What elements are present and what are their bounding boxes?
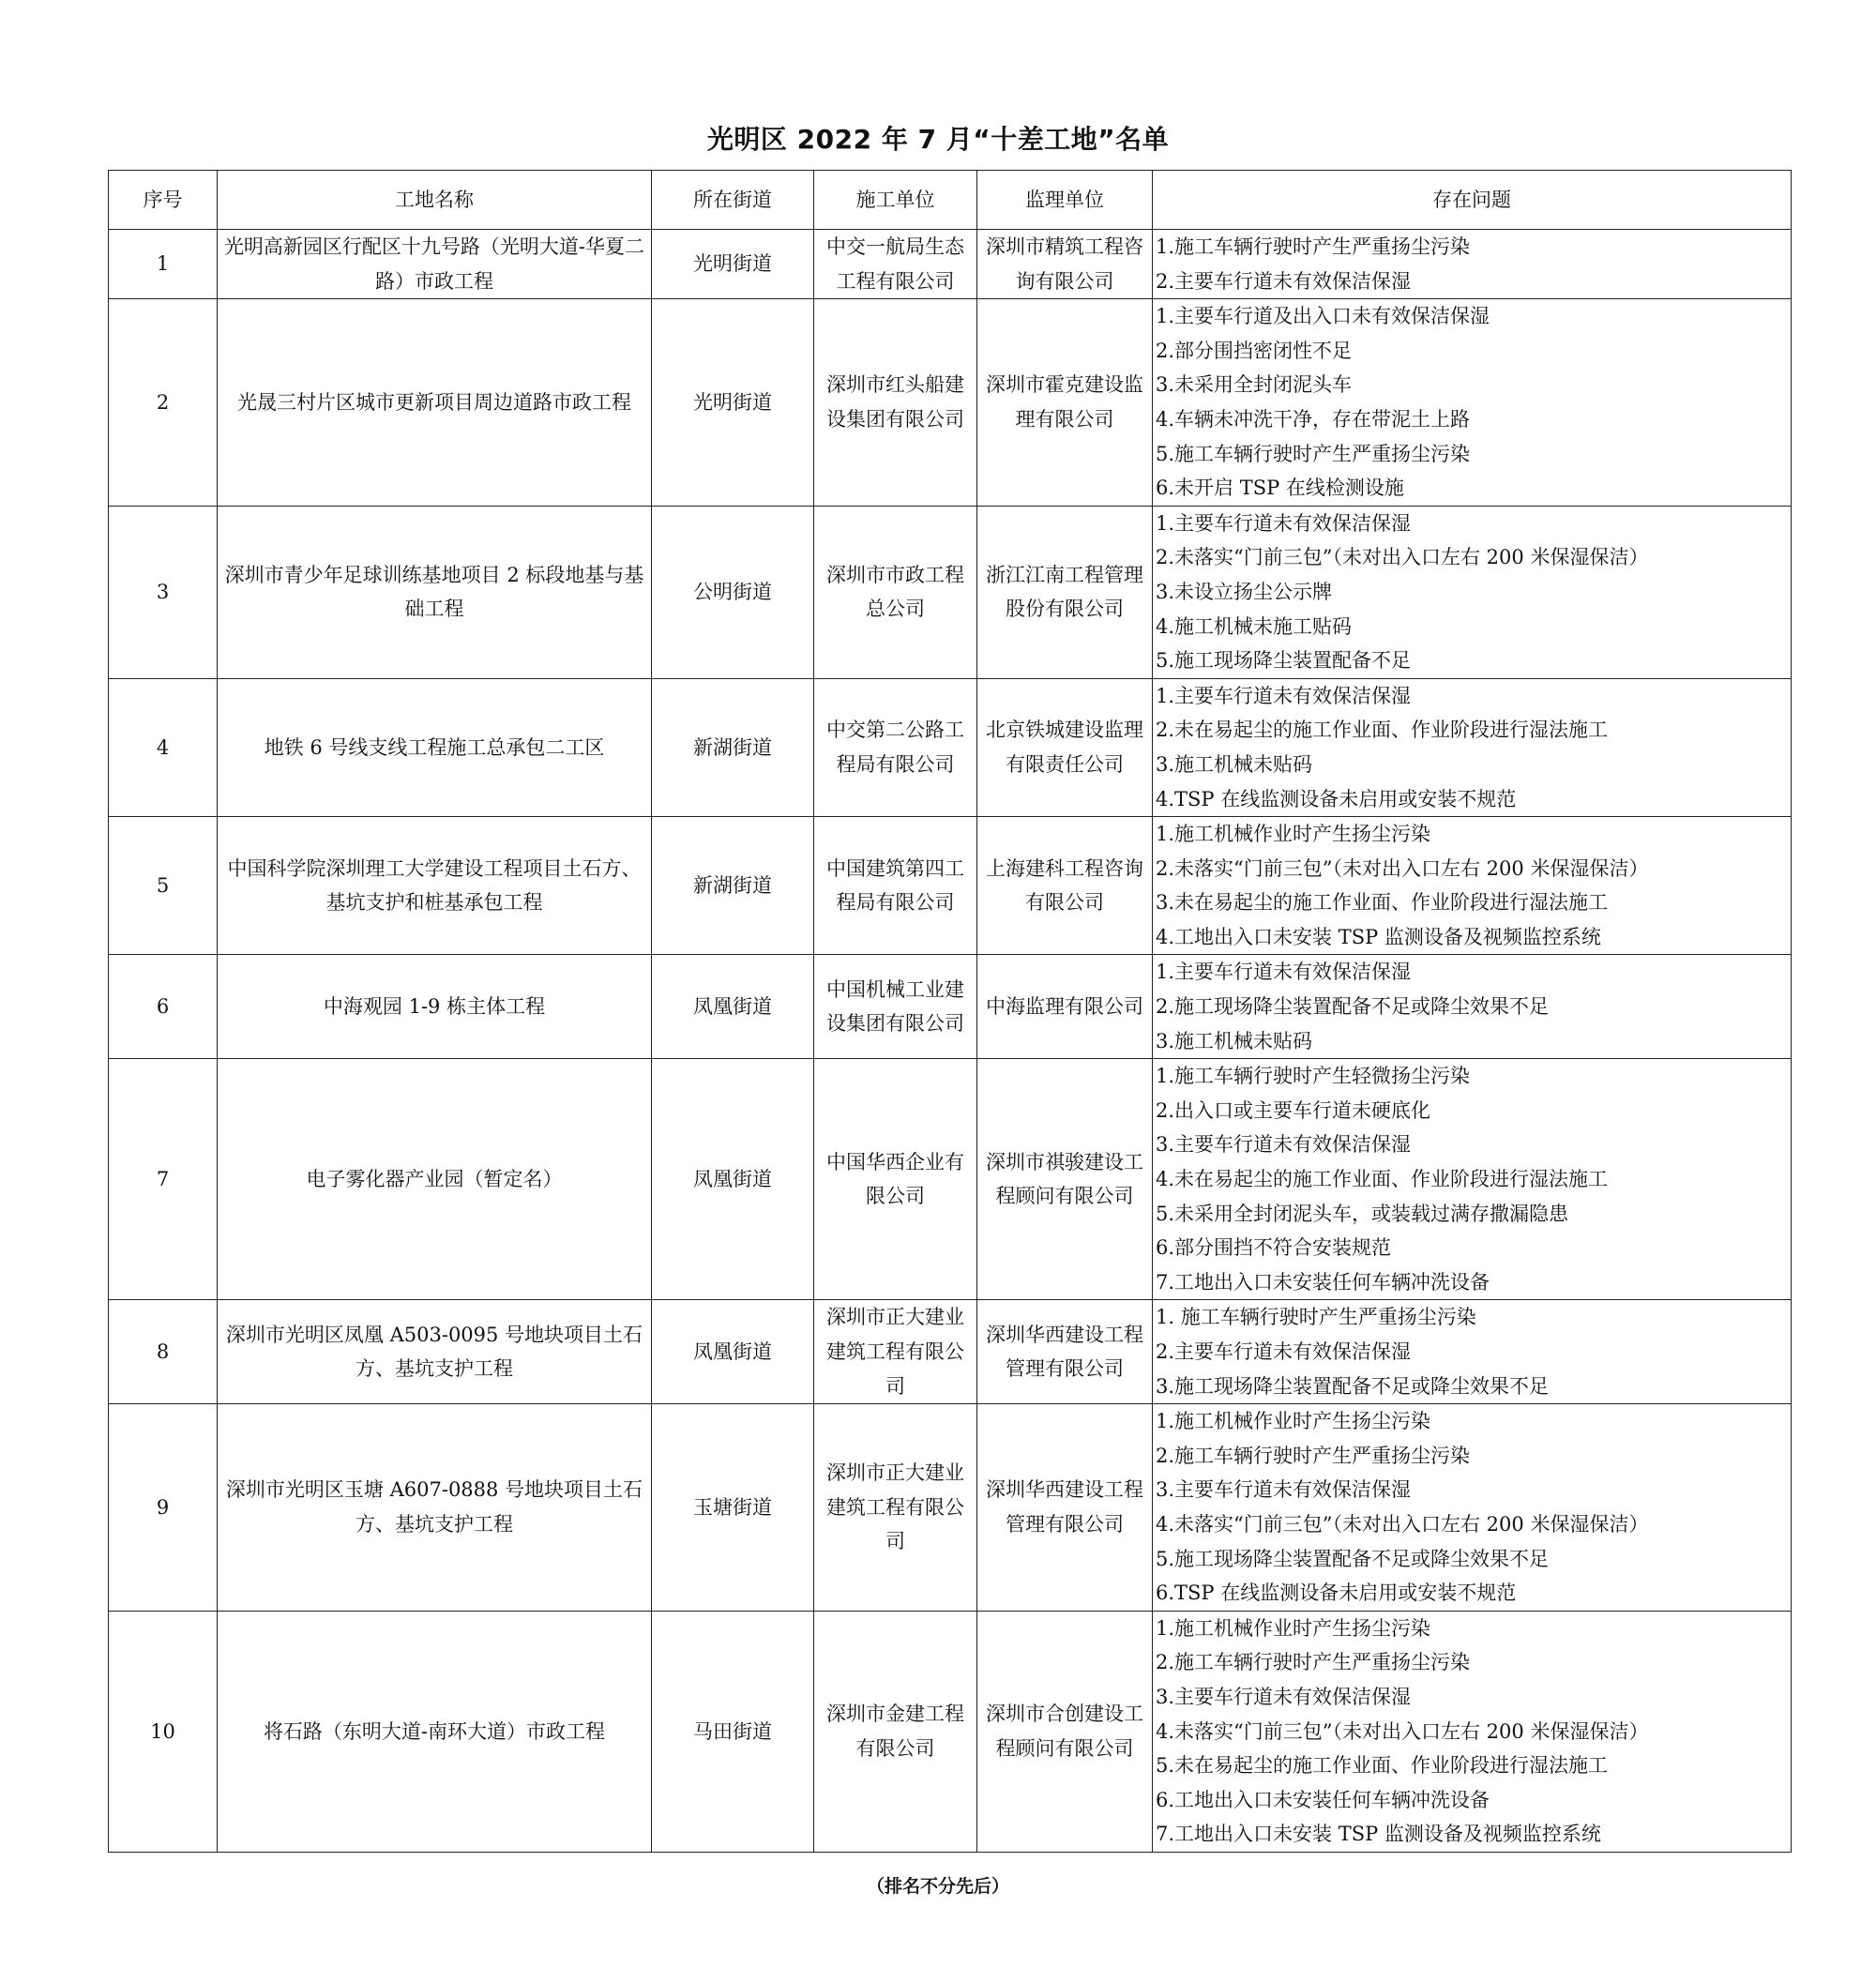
table-row — [109, 955, 1792, 1059]
issue-item: 1.主要车行道未有效保洁保湿 — [1156, 961, 1412, 984]
supervisor-name: 深圳市合创建设工程顾问有限公司 — [977, 1611, 1153, 1852]
issues-cell — [1153, 299, 1792, 507]
issue-item: 1. 施工车辆行驶时产生严重扬尘污染 — [1156, 1306, 1476, 1329]
supervisor-name: 北京铁城建设监理有限责任公司 — [977, 678, 1153, 816]
supervisor-name: 深圳华西建设工程管理有限公司 — [977, 1404, 1153, 1612]
footer-note: （排名不分先后） — [866, 1876, 1009, 1897]
issues-cell — [1153, 678, 1792, 816]
issues-cell — [1153, 1059, 1792, 1300]
issue-item: 6.部分围挡不符合安装规范 — [1156, 1236, 1392, 1260]
site-name: 深圳市光明区凤凰 A503-0095 号地块项目土石方、基坑支护工程 — [218, 1300, 652, 1404]
issues-cell — [1153, 1611, 1792, 1852]
issue-item: 2.施工现场降尘装置配备不足或降尘效果不足 — [1156, 995, 1550, 1019]
table-row — [109, 1404, 1792, 1612]
issue-item: 2.未落实“门前三包”（未对出入口左右 200 米保湿保洁） — [1156, 856, 1649, 880]
site-name: 中国科学院深圳理工大学建设工程项目土石方、基坑支护和桩基承包工程 — [218, 817, 652, 955]
header-issues: 存在问题 — [1153, 171, 1792, 230]
issue-item: 3.未采用全封闭泥头车 — [1156, 373, 1353, 397]
street-name: 马田街道 — [652, 1611, 814, 1852]
issue-item: 6.未开启 TSP 在线检测设施 — [1156, 477, 1404, 500]
street-name: 凤凰街道 — [652, 1300, 814, 1404]
contractor-name: 中国机械工业建设集团有限公司 — [814, 955, 977, 1059]
street-name: 光明街道 — [652, 230, 814, 299]
row-number: 1 — [109, 230, 218, 299]
page-title: 光明区 2022 年 7 月“十差工地”名单 — [706, 124, 1170, 155]
issue-item: 1.主要车行道未有效保洁保湿 — [1156, 511, 1412, 535]
supervisor-name: 上海建科工程咨询有限公司 — [977, 817, 1153, 955]
issue-item: 7.工地出入口未安装任何车辆冲洗设备 — [1156, 1270, 1490, 1294]
supervisor-name: 深圳华西建设工程管理有限公司 — [977, 1300, 1153, 1404]
issue-item: 4.车辆未冲洗干净，存在带泥土上路 — [1156, 407, 1471, 431]
street-name: 新湖街道 — [652, 678, 814, 816]
row-number: 2 — [109, 299, 218, 507]
street-name: 公明街道 — [652, 506, 814, 678]
table-row — [109, 230, 1792, 299]
issue-item: 2.施工车辆行驶时产生严重扬尘污染 — [1156, 1444, 1471, 1467]
header-contractor: 施工单位 — [814, 171, 977, 230]
site-list-table — [108, 170, 1792, 1853]
issue-item: 3.施工现场降尘装置配备不足或降尘效果不足 — [1156, 1374, 1550, 1398]
issue-item: 4.工地出入口未安装 TSP 监测设备及视频监控系统 — [1156, 925, 1601, 948]
street-name: 凤凰街道 — [652, 1059, 814, 1300]
row-number: 10 — [109, 1611, 218, 1852]
table-body — [109, 230, 1792, 1853]
table-row — [109, 1300, 1792, 1404]
street-name: 新湖街道 — [652, 817, 814, 955]
site-name: 电子雾化器产业园（暂定名） — [218, 1059, 652, 1300]
header-site-name: 工地名称 — [218, 171, 652, 230]
issues-cell — [1153, 817, 1792, 955]
site-name: 将石路（东明大道-南环大道）市政工程 — [218, 1611, 652, 1852]
issue-item: 2.施工车辆行驶时产生严重扬尘污染 — [1156, 1651, 1471, 1674]
row-number: 4 — [109, 678, 218, 816]
issue-item: 1.施工机械作业时产生扬尘污染 — [1156, 1410, 1431, 1433]
issue-item: 4.未落实“门前三包”（未对出入口左右 200 米保湿保洁） — [1156, 1512, 1649, 1536]
issue-item: 2.部分围挡密闭性不足 — [1156, 339, 1353, 362]
supervisor-name: 深圳市精筑工程咨询有限公司 — [977, 230, 1153, 299]
issue-item: 5.施工现场降尘装置配备不足或降尘效果不足 — [1156, 1547, 1550, 1570]
table-row — [109, 678, 1792, 816]
supervisor-name: 浙江江南工程管理股份有限公司 — [977, 506, 1153, 678]
issues-cell — [1153, 1404, 1792, 1612]
supervisor-name: 深圳市祺骏建设工程顾问有限公司 — [977, 1059, 1153, 1300]
issues-cell — [1153, 955, 1792, 1059]
issues-cell — [1153, 230, 1792, 299]
contractor-name: 中交一航局生态工程有限公司 — [814, 230, 977, 299]
issues-cell — [1153, 1300, 1792, 1404]
issue-item: 5.未采用全封闭泥头车，或装载过满存撒漏隐患 — [1156, 1202, 1569, 1225]
row-number: 5 — [109, 817, 218, 955]
header-street: 所在街道 — [652, 171, 814, 230]
issue-item: 1.施工车辆行驶时产生轻微扬尘污染 — [1156, 1065, 1471, 1088]
contractor-name: 深圳市市政工程总公司 — [814, 506, 977, 678]
contractor-name: 中国华西企业有限公司 — [814, 1059, 977, 1300]
issue-item: 2.出入口或主要车行道未硬底化 — [1156, 1098, 1431, 1122]
contractor-name: 中国建筑第四工程局有限公司 — [814, 817, 977, 955]
site-name: 深圳市光明区玉塘 A607-0888 号地块项目土石方、基坑支护工程 — [218, 1404, 652, 1612]
contractor-name: 深圳市正大建业建筑工程有限公司 — [814, 1300, 977, 1404]
supervisor-name: 中海监理有限公司 — [977, 955, 1153, 1059]
issue-item: 3.未在易起尘的施工作业面、作业阶段进行湿法施工 — [1156, 891, 1609, 915]
table-row — [109, 299, 1792, 507]
issue-item: 1.主要车行道未有效保洁保湿 — [1156, 684, 1412, 707]
table-header-row — [109, 171, 1792, 230]
contractor-name: 深圳市正大建业建筑工程有限公司 — [814, 1404, 977, 1612]
issue-item: 5.施工现场降尘装置配备不足 — [1156, 649, 1412, 673]
issue-item: 3.主要车行道未有效保洁保湿 — [1156, 1133, 1412, 1157]
table-row — [109, 1059, 1792, 1300]
row-number: 8 — [109, 1300, 218, 1404]
site-name: 地铁 6 号线支线工程施工总承包二工区 — [218, 678, 652, 816]
issue-item: 3.未设立扬尘公示牌 — [1156, 580, 1333, 603]
issue-item: 2.主要车行道未有效保洁保湿 — [1156, 1340, 1412, 1363]
table-row — [109, 817, 1792, 955]
issue-item: 3.施工机械未贴码 — [1156, 1029, 1313, 1052]
issue-item: 2.未落实“门前三包”（未对出入口左右 200 米保湿保洁） — [1156, 546, 1649, 569]
issue-item: 3.主要车行道未有效保洁保湿 — [1156, 1685, 1412, 1708]
street-name: 光明街道 — [652, 299, 814, 507]
issue-item: 3.施工机械未贴码 — [1156, 752, 1313, 776]
row-number: 9 — [109, 1404, 218, 1612]
issue-item: 7.工地出入口未安装 TSP 监测设备及视频监控系统 — [1156, 1823, 1601, 1846]
issue-item: 6.TSP 在线监测设备未启用或安装不规范 — [1156, 1582, 1517, 1605]
header-no: 序号 — [109, 171, 218, 230]
site-name: 光明高新园区行配区十九号路（光明大道-华夏二路）市政工程 — [218, 230, 652, 299]
issue-item: 1.施工机械作业时产生扬尘污染 — [1156, 1616, 1431, 1640]
contractor-name: 深圳市红头船建设集团有限公司 — [814, 299, 977, 507]
street-name: 玉塘街道 — [652, 1404, 814, 1612]
site-name: 中海观园 1-9 栋主体工程 — [218, 955, 652, 1059]
supervisor-name: 深圳市霍克建设监理有限公司 — [977, 299, 1153, 507]
issue-item: 4.TSP 在线监测设备未启用或安装不规范 — [1156, 787, 1517, 810]
issue-item: 4.未落实“门前三包”（未对出入口左右 200 米保湿保洁） — [1156, 1719, 1649, 1743]
issue-item: 3.主要车行道未有效保洁保湿 — [1156, 1478, 1412, 1502]
street-name: 凤凰街道 — [652, 955, 814, 1059]
issue-item: 1.施工机械作业时产生扬尘污染 — [1156, 823, 1431, 846]
issue-item: 2.主要车行道未有效保洁保湿 — [1156, 269, 1412, 293]
issue-item: 1.施工车辆行驶时产生严重扬尘污染 — [1156, 235, 1471, 258]
header-supervisor: 监理单位 — [977, 171, 1153, 230]
issue-item: 1.主要车行道及出入口未有效保洁保湿 — [1156, 305, 1490, 328]
table-row — [109, 1611, 1792, 1852]
issue-item: 6.工地出入口未安装任何车辆冲洗设备 — [1156, 1788, 1490, 1811]
contractor-name: 中交第二公路工程局有限公司 — [814, 678, 977, 816]
issue-item: 4.未在易起尘的施工作业面、作业阶段进行湿法施工 — [1156, 1168, 1609, 1191]
row-number: 6 — [109, 955, 218, 1059]
issue-item: 5.施工车辆行驶时产生严重扬尘污染 — [1156, 442, 1471, 465]
site-name: 深圳市青少年足球训练基地项目 2 标段地基与基础工程 — [218, 506, 652, 678]
table-row — [109, 506, 1792, 678]
issue-item: 5.未在易起尘的施工作业面、作业阶段进行湿法施工 — [1156, 1754, 1609, 1778]
issue-item: 2.未在易起尘的施工作业面、作业阶段进行湿法施工 — [1156, 719, 1609, 742]
row-number: 3 — [109, 506, 218, 678]
site-name: 光晟三村片区城市更新项目周边道路市政工程 — [218, 299, 652, 507]
issues-cell — [1153, 506, 1792, 678]
contractor-name: 深圳市金建工程有限公司 — [814, 1611, 977, 1852]
issue-item: 4.施工机械未施工贴码 — [1156, 614, 1353, 638]
row-number: 7 — [109, 1059, 218, 1300]
